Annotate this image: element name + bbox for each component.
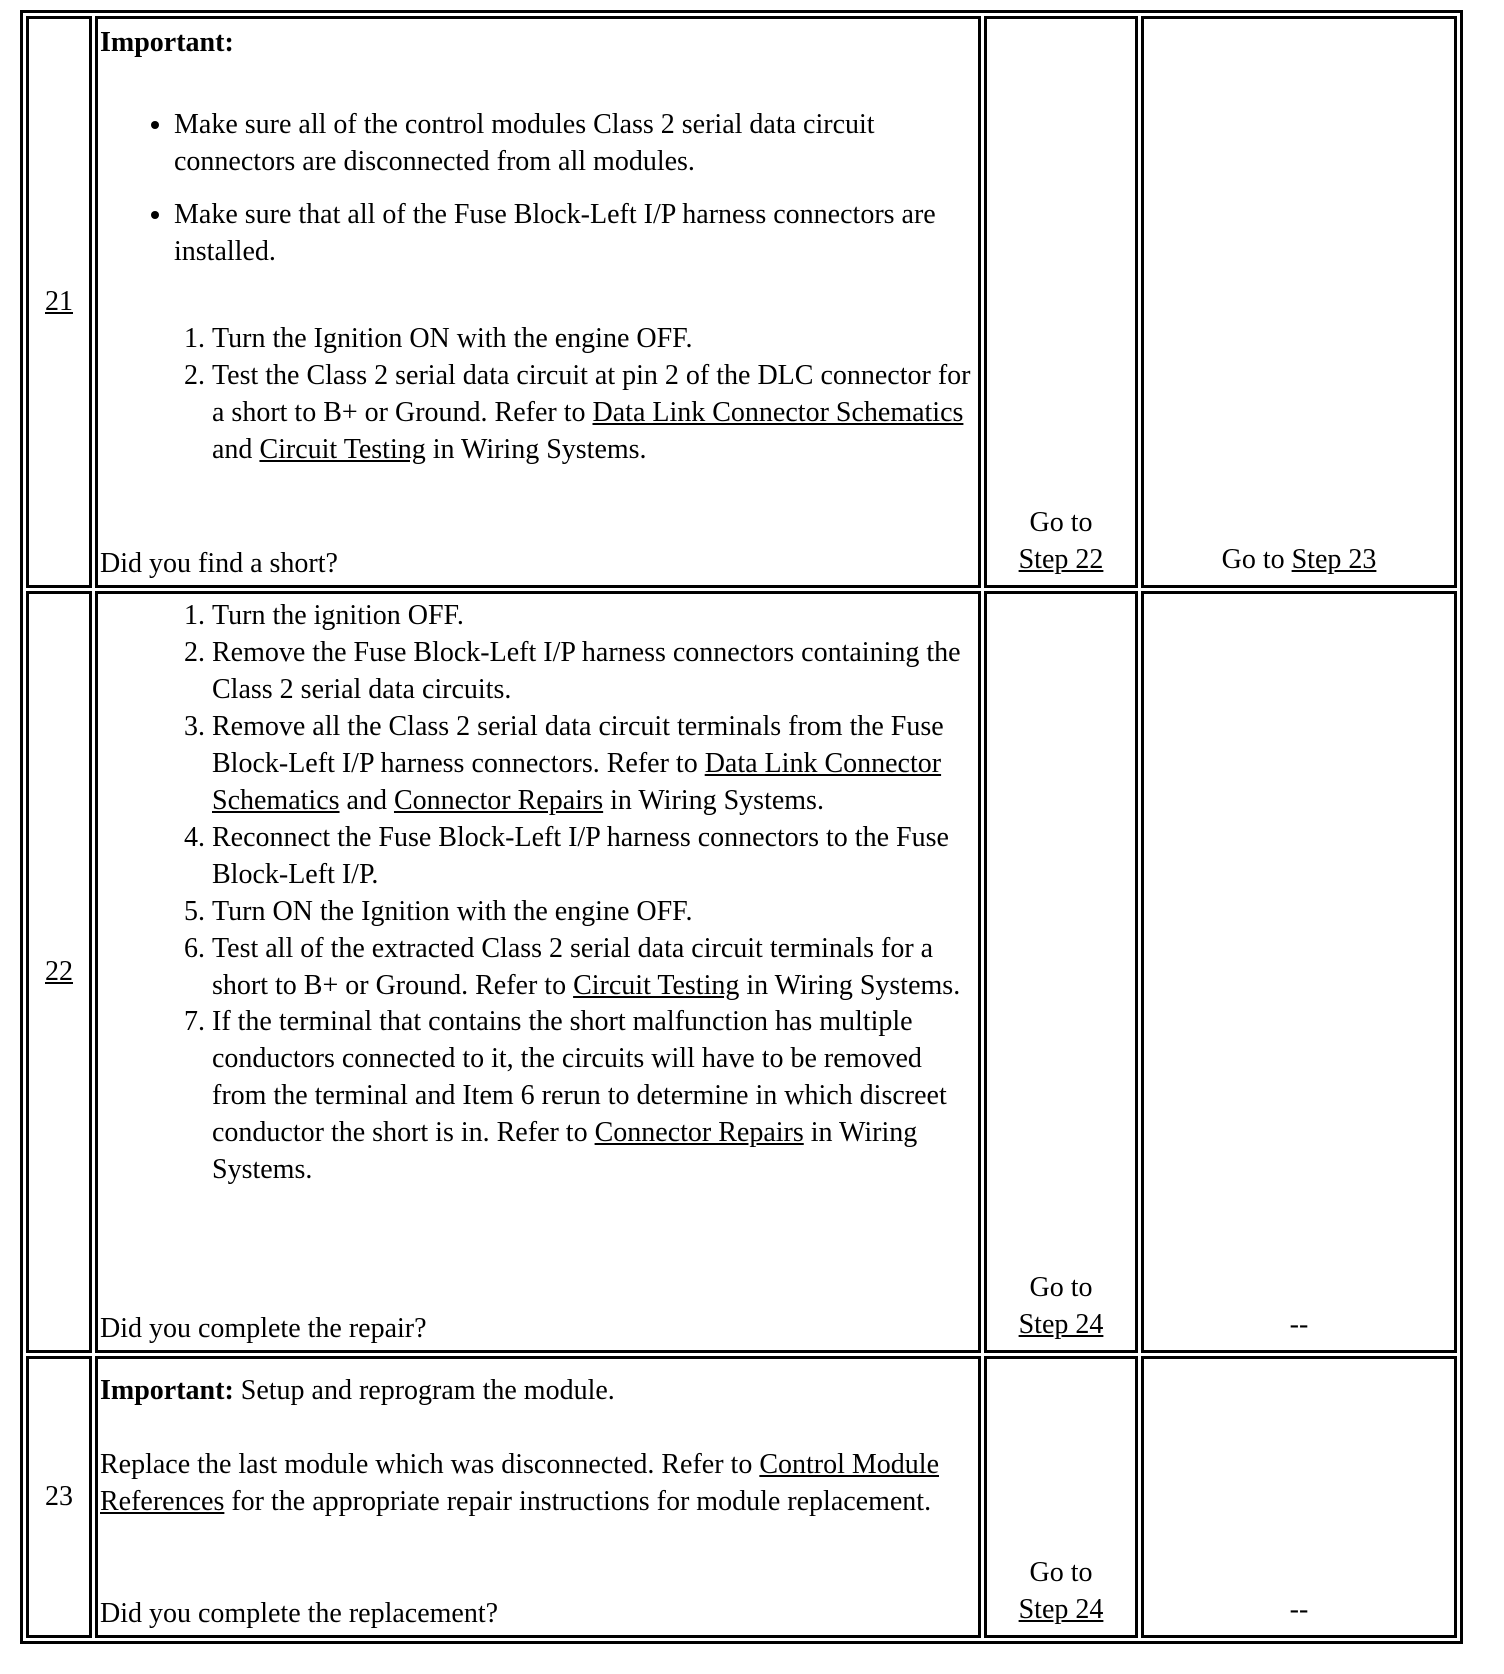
text-segment: and (339, 784, 394, 816)
action-steps-list (100, 598, 976, 1189)
doc-link[interactable]: Circuit Testing (259, 433, 426, 465)
action-cell (95, 1356, 981, 1638)
goto-prefix: Go to (1029, 1557, 1093, 1589)
list-item (212, 635, 976, 709)
action-content (100, 19, 976, 585)
yes-cell (984, 16, 1138, 588)
step-number-link[interactable]: 21 (45, 285, 73, 317)
action-cell (95, 16, 981, 588)
no-action-dashes: -- (1289, 1594, 1309, 1626)
no-action-dashes: -- (1289, 1309, 1309, 1341)
list-item (212, 1004, 976, 1189)
text-segment: Test the Class 2 serial data circuit at pin 2 of the DLC connector for a short to B+ or Ground. Refer to (212, 359, 971, 428)
question-text: Did you complete the replacement? (100, 1598, 499, 1630)
goto-step-link[interactable]: Step 23 (1291, 544, 1377, 576)
question-text: Did you find a short? (100, 548, 338, 580)
text-segment: in Wiring Systems. (212, 1117, 918, 1186)
text-segment: Turn ON the Ignition with the engine OFF. (212, 895, 693, 927)
list-item (212, 709, 976, 820)
precaution-list (100, 107, 976, 271)
text-segment: Remove the Fuse Block-Left I/P harness connectors containing the Class 2 serial data circuits. (212, 636, 961, 705)
text-segment: for the appropriate repair instructions for module replacement. (224, 1485, 932, 1517)
goto-step-link[interactable]: Step 24 (1018, 1309, 1104, 1341)
table-row-step-23 (26, 1356, 1457, 1638)
list-item (212, 894, 976, 931)
step-number: 23 (45, 1480, 73, 1512)
goto-step-link[interactable]: Step 22 (1018, 544, 1104, 576)
text-segment: in Wiring Systems. (425, 433, 647, 465)
table-row-step-22 (26, 591, 1457, 1353)
diagnostic-step-table (20, 10, 1463, 1644)
no-cell (1141, 591, 1457, 1353)
text-segment: Make sure that all of the Fuse Block-Left I/P harness connectors are installed. (174, 198, 936, 267)
text-segment: in Wiring Systems. (603, 784, 824, 816)
action-steps-list (100, 321, 976, 469)
yes-cell (984, 591, 1138, 1353)
list-item (174, 197, 976, 271)
text-segment: and (212, 433, 260, 465)
text-segment: Reconnect the Fuse Block-Left I/P harness connectors to the Fuse Block-Left I/P. (212, 821, 949, 890)
action-content (100, 1359, 976, 1635)
list-item (212, 598, 976, 635)
goto-prefix: Go to (1029, 507, 1093, 539)
goto-step-link[interactable]: Step 24 (1018, 1594, 1104, 1626)
doc-link[interactable]: Circuit Testing (573, 969, 740, 1001)
action-cell (95, 591, 981, 1353)
text-segment: Important: (100, 1375, 234, 1406)
text-segment: Remove all the Class 2 serial data circuit terminals from the Fuse Block-Left I/P harness connectors. Refer to (212, 710, 944, 779)
list-item (174, 107, 976, 181)
no-cell (1141, 1356, 1457, 1638)
text-segment: Test all of the extracted Class 2 serial data circuit terminals for a short to B+ or Ground. Refer to (212, 932, 934, 1001)
doc-link[interactable]: Connector Repairs (393, 784, 604, 816)
doc-link[interactable]: Control Module References (100, 1448, 940, 1517)
goto-prefix: Go to (1029, 1272, 1093, 1304)
no-cell (1141, 16, 1457, 588)
yes-cell (984, 1356, 1138, 1638)
doc-link[interactable]: Data Link Connector Schematics (592, 396, 964, 428)
table-row-step-21 (26, 16, 1457, 588)
text-segment: Setup and reprogram the module. (233, 1375, 615, 1406)
list-item (212, 321, 976, 358)
doc-link[interactable]: Connector Repairs (594, 1117, 804, 1149)
step-number-cell (26, 16, 92, 588)
text-segment: in Wiring Systems. (739, 969, 961, 1001)
text-segment: Turn the ignition OFF. (212, 600, 464, 631)
important-label: Important: (100, 27, 234, 58)
instruction-text (100, 1447, 976, 1521)
question-text: Did you complete the repair? (100, 1313, 427, 1345)
text-segment: Make sure all of the control modules Class 2 serial data circuit connectors are disconnected from all modules. (174, 108, 875, 177)
text-segment: Turn the Ignition ON with the engine OFF. (212, 322, 693, 354)
text-segment: If the terminal that contains the short malfunction has multiple conductors connected to it, the circuits will have to be removed from the terminal and Item 6 rerun to determine in which discreet conductor the short is in. Refer to (212, 1006, 947, 1149)
text-segment: Replace the last module which was disconnected. Refer to (100, 1448, 760, 1480)
action-content (100, 594, 976, 1350)
doc-link[interactable]: Data Link Connector Schematics (212, 747, 942, 816)
step-number-link[interactable]: 22 (45, 955, 73, 987)
list-item (212, 358, 976, 469)
goto-prefix: Go to (1221, 544, 1285, 576)
step-number-cell (26, 591, 92, 1353)
important-note (100, 1373, 976, 1410)
list-item (212, 820, 976, 894)
step-number-cell (26, 1356, 92, 1638)
list-item (212, 931, 976, 1005)
